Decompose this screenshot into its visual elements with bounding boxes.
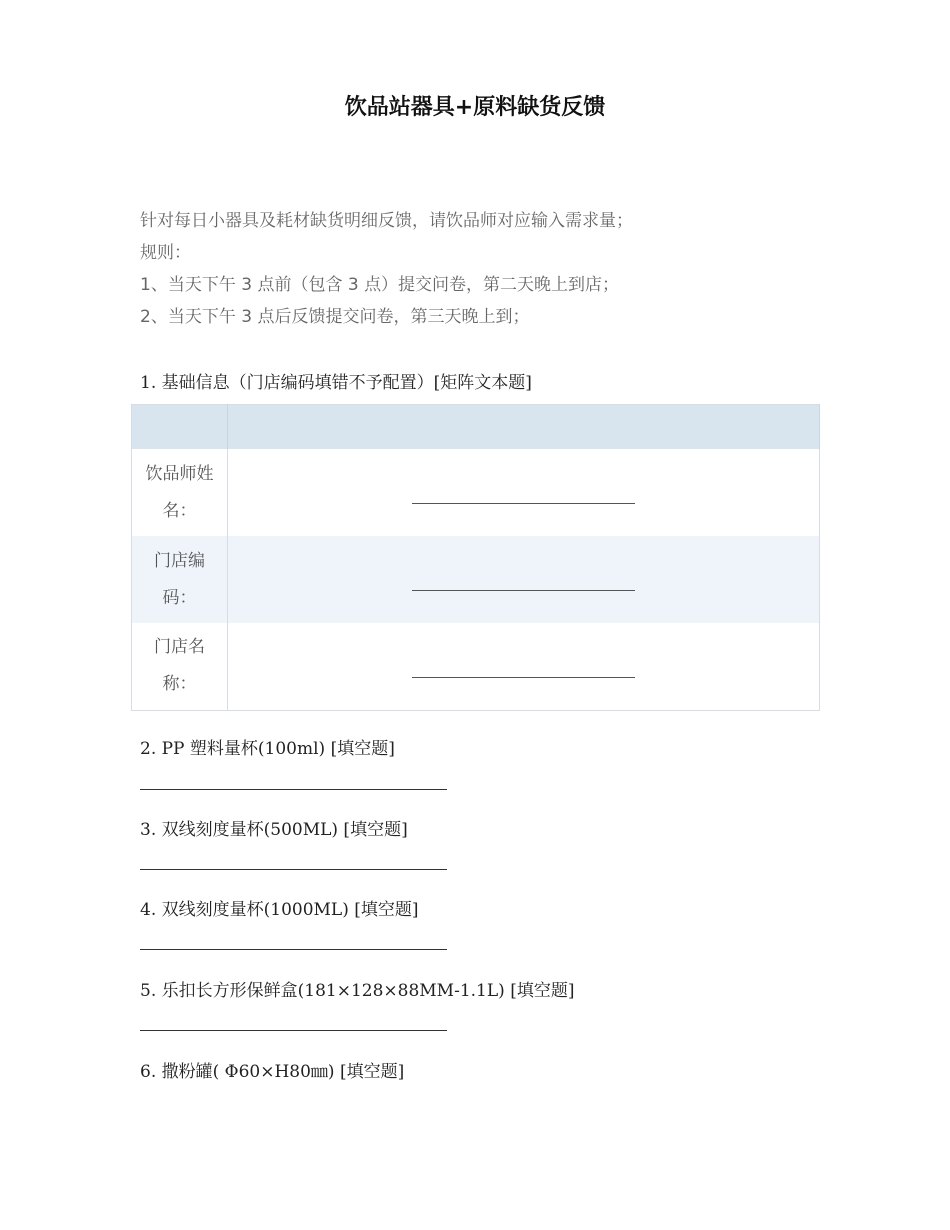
matrix-row-label: 门店编码：	[132, 536, 228, 623]
matrix-row-label: 门店名称：	[132, 623, 228, 710]
intro-line: 规则：	[140, 243, 191, 263]
basic-info-matrix	[131, 404, 820, 711]
question-5-label: 5. 乐扣长方形保鲜盒(181×128×88MM-1.1L) [填空题]	[140, 981, 575, 1001]
intro-text	[140, 205, 840, 333]
matrix-row-store-name	[132, 623, 820, 710]
blank-underline	[412, 503, 635, 504]
matrix-header-cell	[228, 405, 820, 450]
blank-underline	[412, 677, 635, 678]
intro-line: 1、当天下午 3 点前（包含 3 点）提交问卷，第二天晚上到店；	[140, 275, 620, 295]
matrix-row-label: 饮品师姓名：	[132, 449, 228, 536]
matrix-row-drinker-name	[132, 449, 820, 536]
question-3-label: 3. 双线刻度量杯(500ML) [填空题]	[140, 820, 408, 840]
matrix-row-store-code	[132, 536, 820, 623]
question-4-label: 4. 双线刻度量杯(1000ML) [填空题]	[140, 900, 419, 920]
blank-underline	[412, 590, 635, 591]
intro-line: 针对每日小器具及耗材缺货明细反馈，请饮品师对应输入需求量；	[140, 211, 633, 231]
question-2-label: 2. PP 塑料量杯(100ml) [填空题]	[140, 739, 395, 759]
store-code-field[interactable]	[228, 536, 820, 623]
page-title: 饮品站器具+原料缺货反馈	[344, 95, 606, 120]
question-1-label: 1. 基础信息（门店编码填错不予配置）[矩阵文本题]	[140, 373, 532, 393]
matrix-header-row	[132, 405, 820, 450]
drinker-name-field[interactable]	[228, 449, 820, 536]
question-6-label: 6. 撒粉罐( Φ60×H80㎜) [填空题]	[140, 1062, 405, 1082]
store-name-field[interactable]	[228, 623, 820, 710]
question-3-answer-line[interactable]	[140, 869, 447, 870]
intro-line: 2、当天下午 3 点后反馈提交问卷，第三天晚上到；	[140, 307, 530, 327]
question-5-answer-line[interactable]	[140, 1030, 447, 1031]
question-2-answer-line[interactable]	[140, 789, 447, 790]
matrix-header-cell	[132, 405, 228, 450]
question-4-answer-line[interactable]	[140, 949, 447, 950]
